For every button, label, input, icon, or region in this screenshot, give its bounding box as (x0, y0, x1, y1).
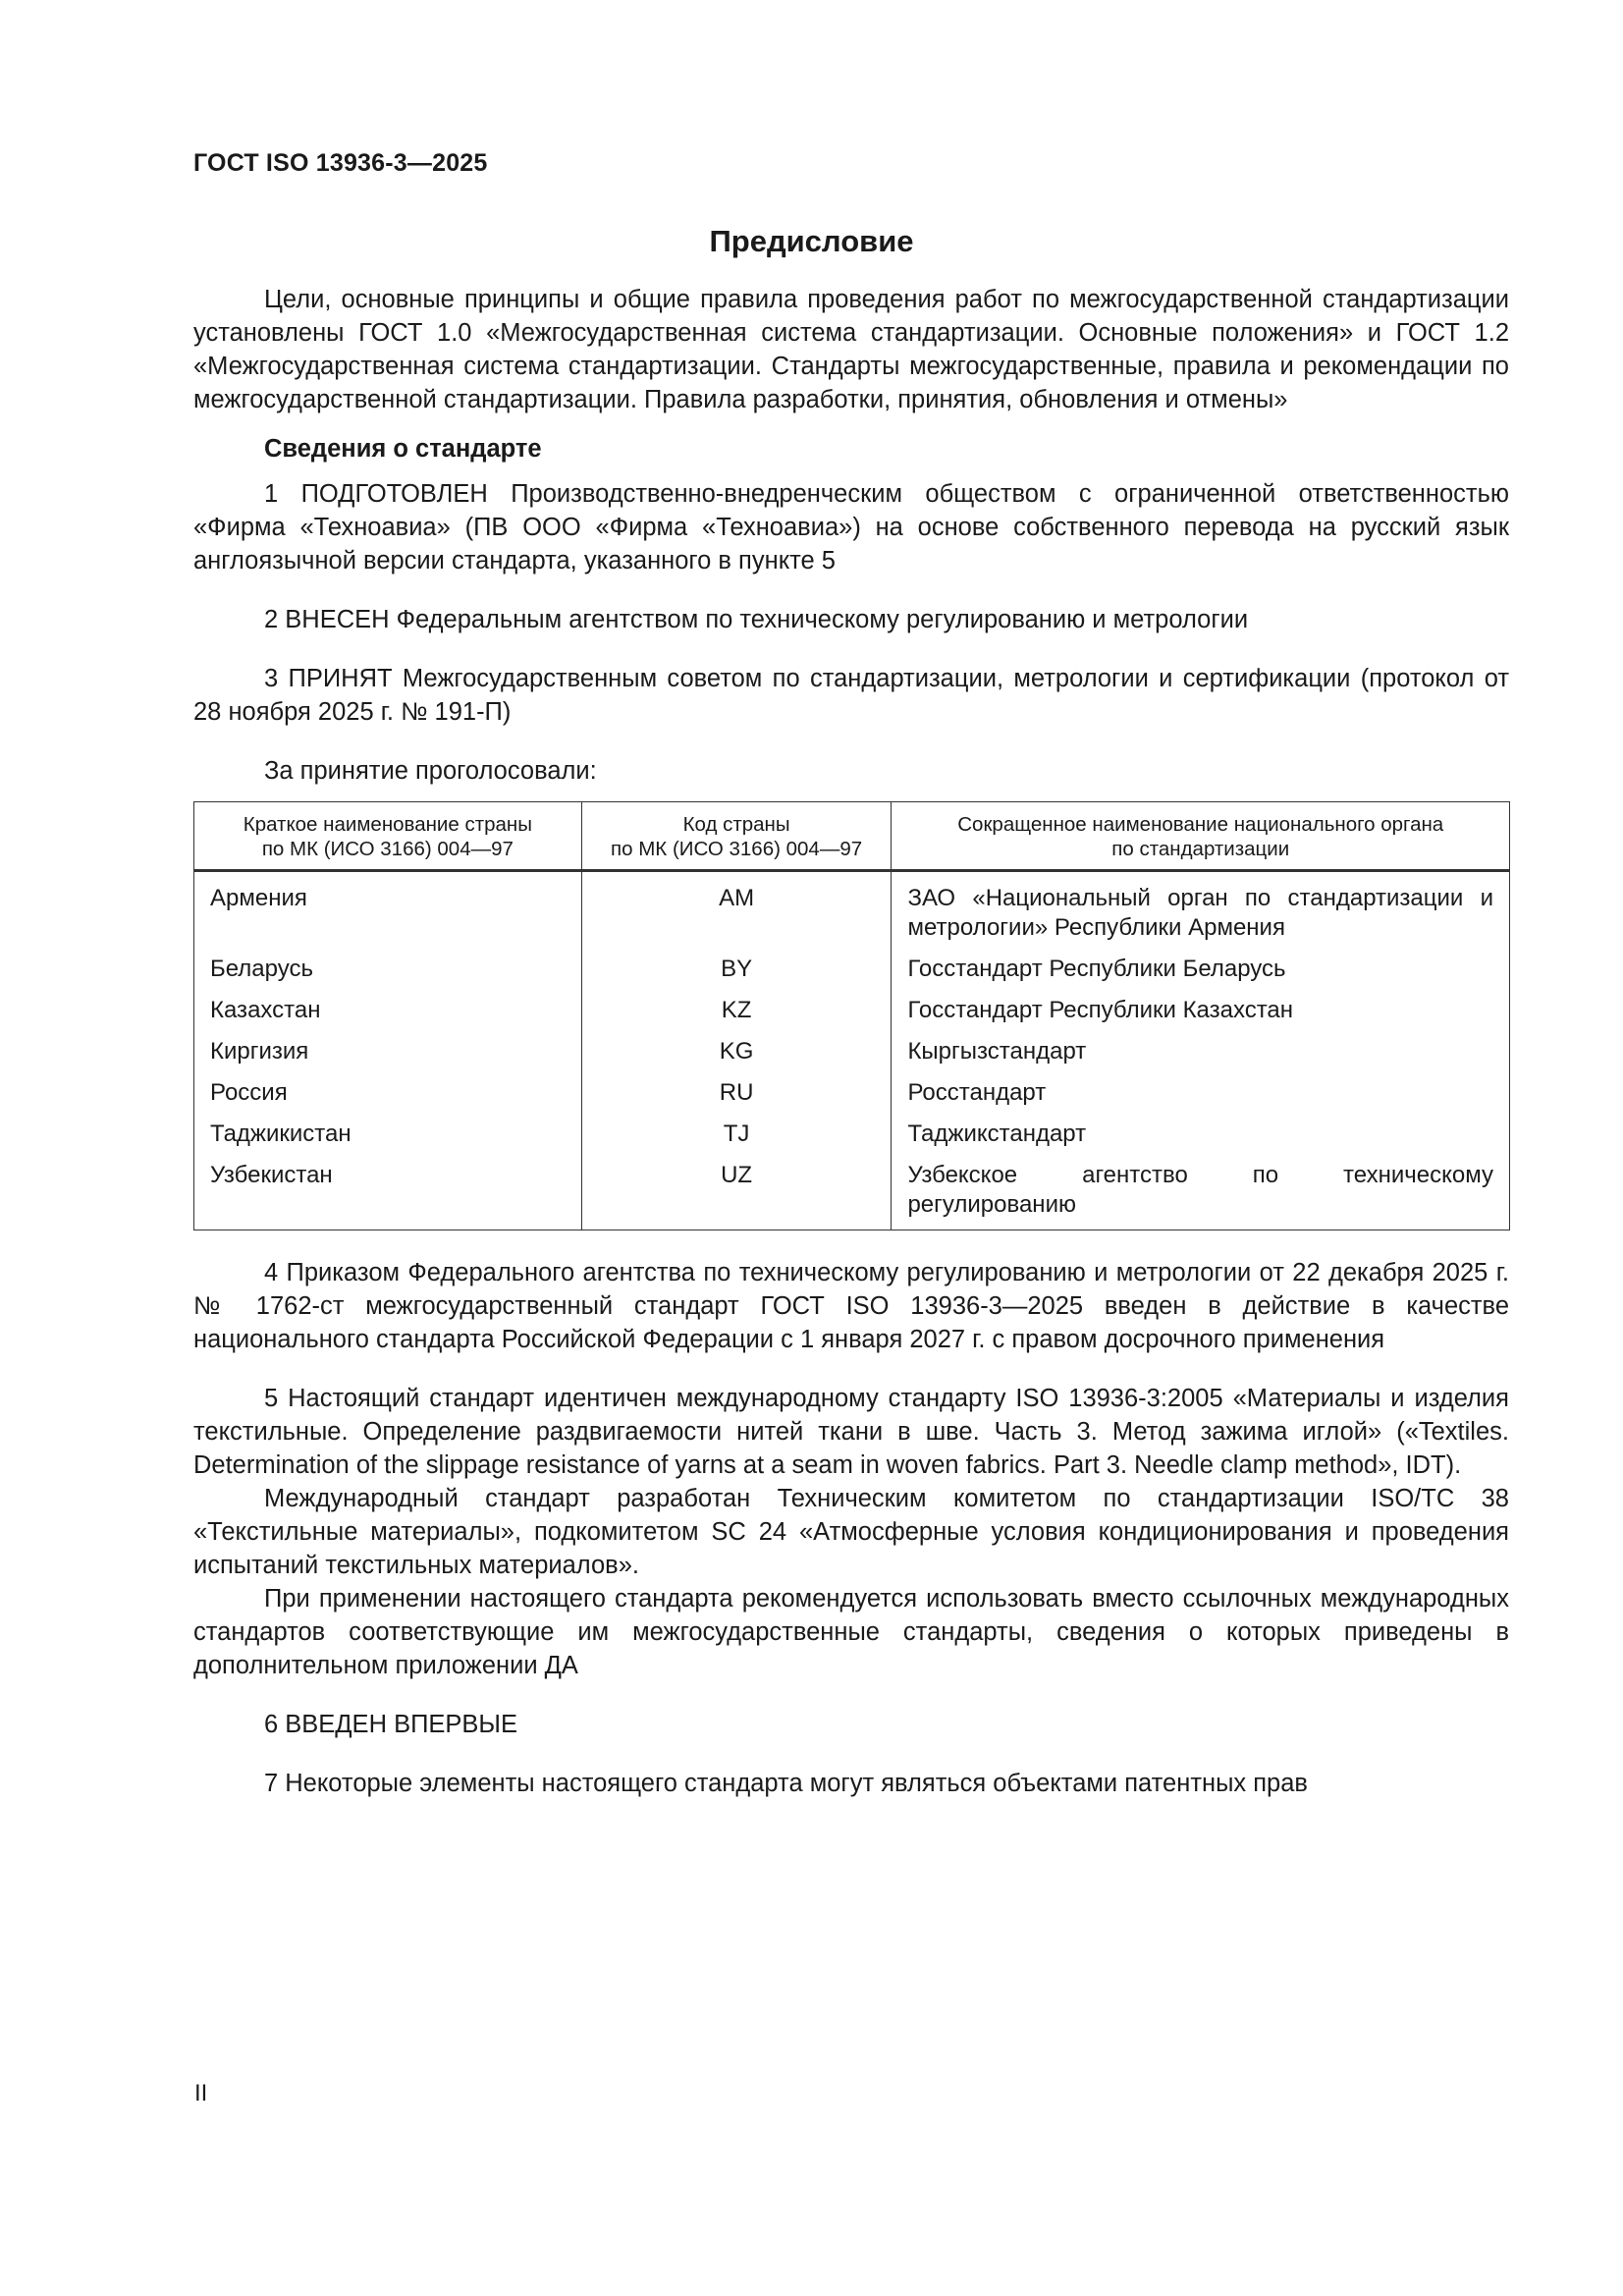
table-header-row (194, 802, 1510, 871)
table-row (194, 949, 1510, 990)
voting-countries-table (193, 801, 1510, 1230)
table-row (194, 1072, 1510, 1114)
document-header: ГОСТ ISO 13936-3—2025 (193, 149, 488, 177)
cell-body: Росстандарт (892, 1072, 1510, 1114)
cell-code: RU (581, 1072, 892, 1114)
item-5-paragraph: 5 Настоящий стандарт идентичен международному стандарту ISO 13936-3:2005 «Материалы и изделия текстильные. Определение раздвигаемости нитей ткани в шве. Часть 3. Метод зажима иглой» («Textiles. Determination of the slippage resistance of yarns at a seam in woven fabrics. Part 3. Needle clamp method», IDT). (193, 1385, 1509, 1479)
header-country-code: Код страны по МК (ИСО 3166) 004—97 (581, 802, 892, 871)
page-title: Предисловие (709, 224, 914, 258)
item-4-paragraph: 4 Приказом Федерального агентства по техническому регулированию и метрологии от 22 декабря 2025 г. № 1762-ст межгосударственный стандарт ГОСТ ISO 13936-3—2025 введен в действие в качестве национального стандарта Российской Федерации с 1 января 2027 г. с правом досрочного применения (193, 1259, 1509, 1353)
item-5-references-paragraph: При применении настоящего стандарта рекомендуется использовать вместо ссылочных международных стандартов соответствующие им межгосударственные стандарты, сведения о которых приведены в дополнительном приложении ДА (193, 1585, 1509, 1679)
cell-code: KG (581, 1031, 892, 1072)
item-3-paragraph: 3 ПРИНЯТ Межгосударственным советом по стандартизации, метрологии и сертификации (протокол от 28 ноября 2025 г. № 191-П) (193, 665, 1509, 726)
cell-country: Узбекистан (194, 1155, 582, 1230)
page-number: II (194, 2080, 208, 2106)
cell-body: Кыргызстандарт (892, 1031, 1510, 1072)
section-subheading: Сведения о стандарте (264, 435, 542, 463)
cell-body: Узбекское агентство по техническому регулированию (892, 1155, 1510, 1230)
cell-code: BY (581, 949, 892, 990)
item-2-paragraph: 2 ВНЕСЕН Федеральным агентством по техническому регулированию и метрологии (264, 606, 1249, 633)
item-6-paragraph: 6 ВВЕДЕН ВПЕРВЫЕ (264, 1711, 518, 1738)
cell-body: Таджикстандарт (892, 1114, 1510, 1155)
cell-code: AM (581, 871, 892, 950)
vote-label: За принятие проголосовали: (264, 757, 597, 785)
cell-country: Беларусь (194, 949, 582, 990)
header-country-name: Краткое наименование страны по МК (ИСО 3166) 004—97 (194, 802, 582, 871)
table-row (194, 1155, 1510, 1230)
cell-country: Армения (194, 871, 582, 950)
cell-country: Казахстан (194, 990, 582, 1031)
table-row (194, 990, 1510, 1031)
cell-code: UZ (581, 1155, 892, 1230)
table-row (194, 871, 1510, 950)
item-7-paragraph: 7 Некоторые элементы настоящего стандарта могут являться объектами патентных прав (264, 1770, 1308, 1797)
table-row (194, 1114, 1510, 1155)
item-5-committee-paragraph: Международный стандарт разработан Техническим комитетом по стандартизации ISO/TC 38 «Текстильные материалы», подкомитетом SC 24 «Атмосферные условия кондиционирования и проведения испытаний текстильных материалов». (193, 1485, 1509, 1579)
cell-body: Госстандарт Республики Казахстан (892, 990, 1510, 1031)
cell-body: Госстандарт Республики Беларусь (892, 949, 1510, 990)
cell-country: Киргизия (194, 1031, 582, 1072)
cell-code: KZ (581, 990, 892, 1031)
cell-code: TJ (581, 1114, 892, 1155)
item-1-paragraph: 1 ПОДГОТОВЛЕН Производственно-внедренческим обществом с ограниченной ответственностью «Фирма «Техноавиа» (ПВ ООО «Фирма «Техноавиа») на основе собственного перевода на русский язык англоязычной версии стандарта, указанного в пункте 5 (193, 480, 1509, 574)
header-national-body: Сокращенное наименование национального органа по стандартизации (892, 802, 1510, 871)
table-row (194, 1031, 1510, 1072)
cell-body: ЗАО «Национальный орган по стандартизации и метрологии» Республики Армения (892, 871, 1510, 950)
cell-country: Таджикистан (194, 1114, 582, 1155)
cell-country: Россия (194, 1072, 582, 1114)
document-body (193, 283, 1509, 1800)
intro-paragraph: Цели, основные принципы и общие правила проведения работ по межгосударственной стандартизации установлены ГОСТ 1.0 «Межгосударственная система стандартизации. Основные положения» и ГОСТ 1.2 «Межгосударственная система стандартизации. Стандарты межгосударственные, правила и рекомендации по межгосударственной стандартизации. Правила разработки, принятия, обновления и отмены» (193, 286, 1509, 413)
